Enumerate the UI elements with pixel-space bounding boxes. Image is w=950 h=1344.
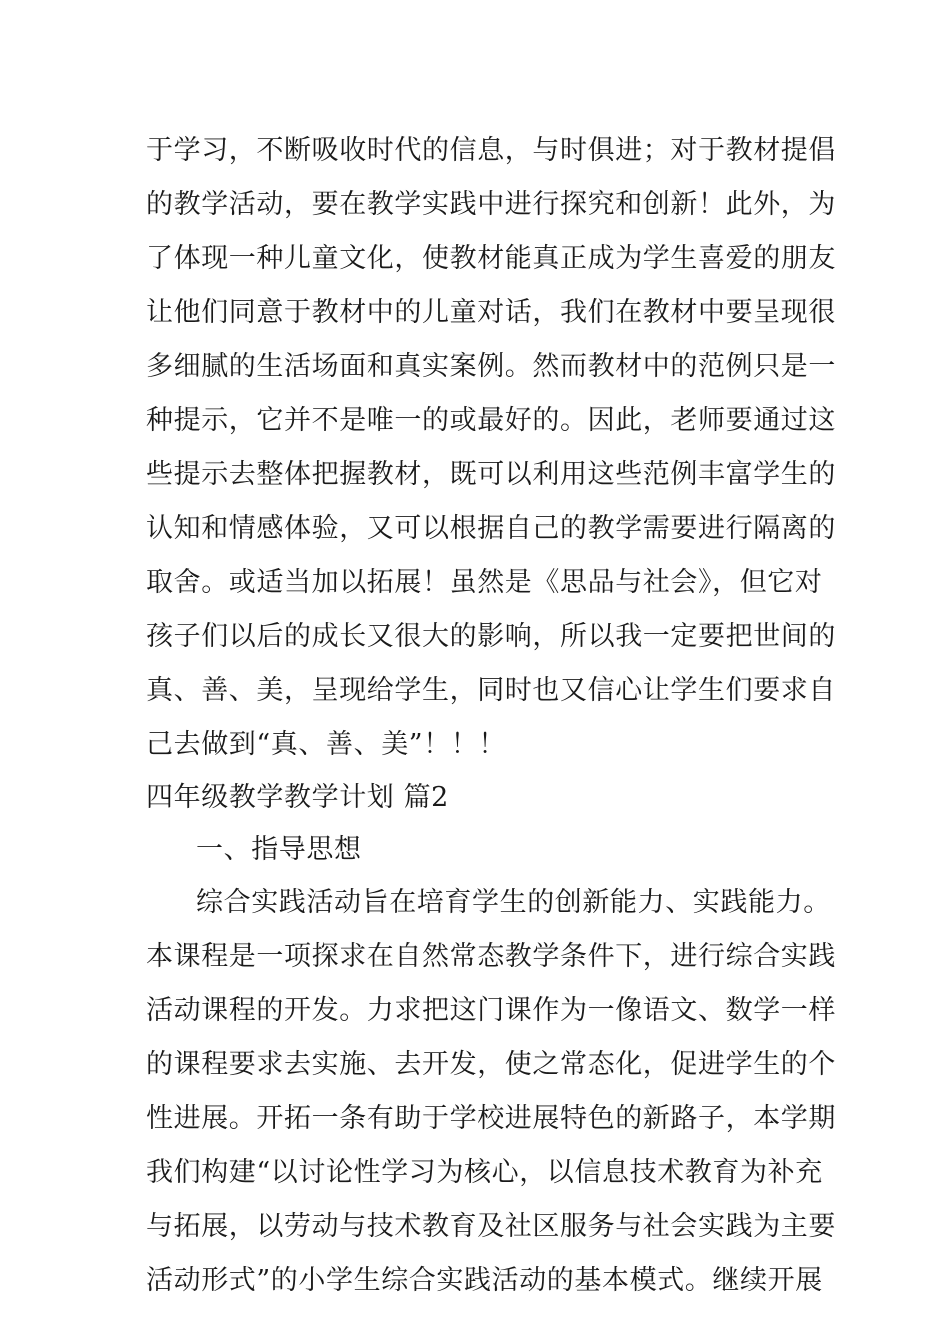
- text-line: 性进展。开拓一条有助于学校进展特色的新路子，本学期: [146, 1103, 836, 1134]
- continued-paragraph: [146, 124, 836, 772]
- text-line: 取舍。或适当加以拓展！虽然是《思品与社会》，但它对: [146, 567, 823, 598]
- text-line: 的课程要求去实施、去开发，使之常态化，促进学生的个: [146, 1049, 836, 1080]
- text-line: 综合实践活动旨在培育学生的创新能力、实践能力。: [196, 887, 831, 918]
- text-line: 些提示去整体把握教材，既可以利用这些范例丰富学生的: [146, 459, 836, 490]
- text-line: 的教学活动，要在教学实践中进行探究和创新！此外，为: [146, 189, 836, 220]
- text-line: 认知和情感体验，又可以根据自己的教学需要进行隔离的: [146, 513, 836, 544]
- text-line: 己去做到“真、善、美”！！！: [146, 729, 507, 760]
- text-line: 与拓展，以劳动与技术教育及社区服务与社会实践为主要: [146, 1211, 836, 1242]
- guiding-paragraph: [146, 876, 836, 1308]
- text-line: 真、善、美，呈现给学生，同时也又信心让学生们要求自: [146, 675, 836, 706]
- text-line: 活动课程的开发。力求把这门课作为一像语文、数学一样: [146, 995, 836, 1026]
- text-line: 于学习，不断吸收时代的信息，与时俱进；对于教材提倡: [146, 135, 836, 166]
- text-line: 了体现一种儿童文化，使教材能真正成为学生喜爱的朋友: [146, 243, 836, 274]
- text-line: 活动形式”的小学生综合实践活动的基本模式。继续开展: [146, 1265, 823, 1296]
- text-line: 孩子们以后的成长又很大的影响，所以我一定要把世间的: [146, 621, 836, 652]
- section-title: 四年级教学教学计划 篇2: [146, 782, 449, 813]
- text-line: 本课程是一项探求在自然常态教学条件下，进行综合实践: [146, 941, 836, 972]
- document-body: [146, 124, 836, 1308]
- text-line: 让他们同意于教材中的儿童对话，我们在教材中要呈现很: [146, 297, 836, 328]
- text-line: 种提示，它并不是唯一的或最好的。因此，老师要通过这: [146, 405, 836, 436]
- subsection-title: 一、指导思想: [196, 834, 362, 865]
- text-line: 多细腻的生活场面和真实案例。然而教材中的范例只是一: [146, 351, 836, 382]
- text-line: 我们构建“以讨论性学习为核心，以信息技术教育为补充: [146, 1157, 823, 1188]
